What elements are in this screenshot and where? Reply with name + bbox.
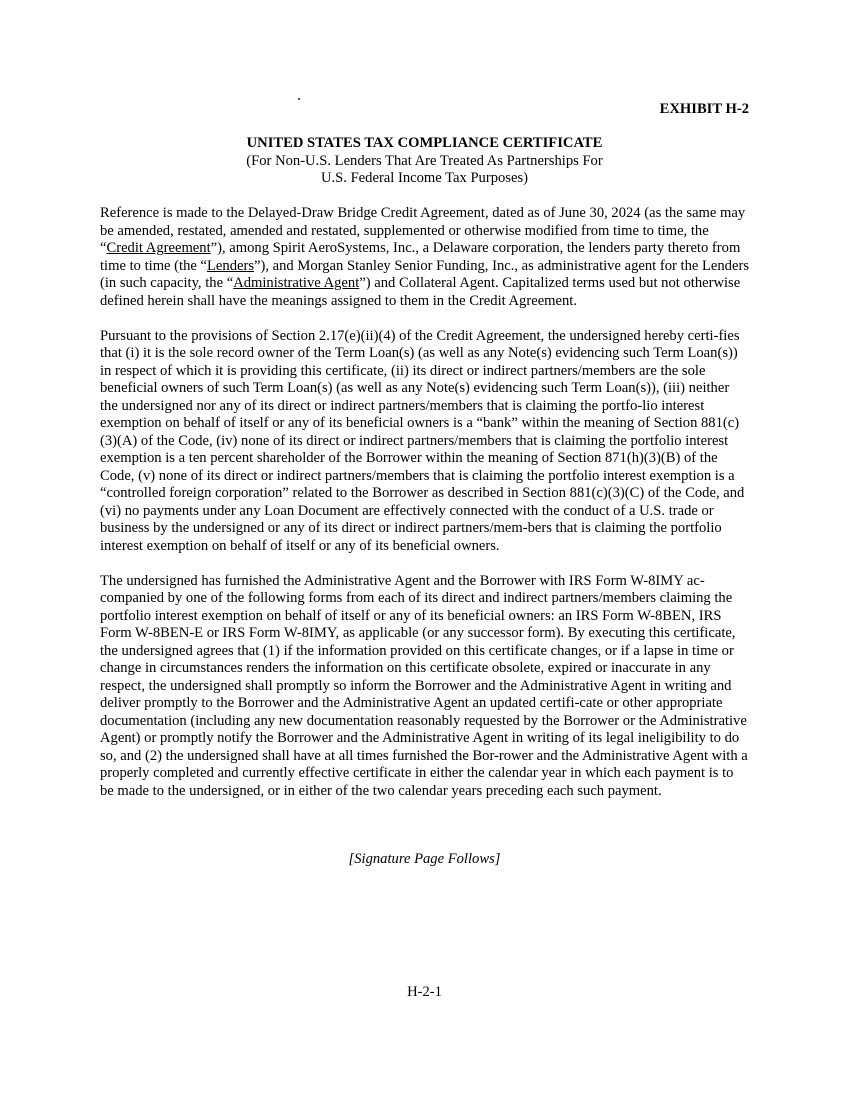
page-number: H-2-1 — [407, 984, 442, 1000]
paragraph1-text-d: ”) and Collateral Agent. Capitalized terms used but not otherwise defined herein shall have the meanings assigned to them in the Credit Agreement. — [100, 275, 741, 309]
paragraph1-text-b: ”), among Spirit AeroSystems, Inc., a Delaware corporation, the lenders party thereto from time to time (the “ — [100, 240, 741, 274]
certification-paragraph: Pursuant to the provisions of Section 2.17(e)(ii)(4) of the Credit Agreement, the undersigned hereby certi-fies that (i) it is the sole record owner of the Term Loan(s) (as well as any Note(s) evidencing such Term Loan(s)) in respect of which it is providing this certificate, (ii) its direct or indirect partners/members are the sole beneficial owners of such Term Loan(s) (as well as any Note(s) evidencing such Term Loan(s)), (iii) neither the undersigned nor any of its direct or indirect partners/members that is claiming the portfo-lio interest exemption on behalf of itself or any of its beneficial owners is a “bank” within the meaning of Section 881(c)(3)(A) of the Code, (iv) none of its direct or indirect partners/members that is claiming the portfolio interest exemption is a ten percent shareholder of the Borrower within the meaning of Section 871(h)(3)(B) of the Code, (v) none of its direct or indirect partners/members that is claiming the portfolio interest exemption is a “controlled foreign corporation” related to the Borrower as described in Section 881(c)(3)(C) of the Code, and (vi) no payments under any Loan Document are effectively connected with the conduct of a U.S. trade or business by the undersigned or any of its direct or indirect partners/mem-bers that is claiming the portfolio interest exemption on behalf of itself or any of its beneficial owners. — [100, 327, 745, 554]
furnished-forms-paragraph: The undersigned has furnished the Administrative Agent and the Borrower with IRS Form W-8IMY ac-companied by one of the following forms from each of its direct and indirect partners/members claiming the portfolio interest exemption on behalf of itself or any of its beneficial owners: an IRS Form W-8BEN, IRS Form W-8BEN-E or IRS Form W-8IMY, as applicable (or any successor form). By executing this certificate, the undersigned agrees that (1) if the information provided on this certificate changes, or if a lapse in time or change in circumstances renders the information on this certificate obsolete, expired or inaccurate in any respect, the undersigned shall promptly so inform the Borrower and the Administrative Agent in writing and deliver promptly to the Borrower and the Administrative Agent an updated certifi-cate or other appropriate documentation (including any new documentation reasonably requested by the Borrower or the Administrative Agent) or promptly notify the Borrower and the Administrative Agent in writing of its legal ineligibility to do so, and (2) the undersigned shall have at all times furnished the Bor-rower and the Administrative Agent with a properly completed and currently effective certificate in either the calendar year in which each payment is to be made to the undersigned, or in either of the two calendar years preceding each such payment. — [100, 572, 748, 799]
defined-term-lenders: Lenders — [207, 257, 255, 274]
defined-term-administrative-agent: Administrative Agent — [233, 275, 360, 291]
defined-term-credit-agreement: Credit Agreement — [106, 240, 211, 256]
paragraph1-text-a: Reference is made to the Delayed-Draw Bridge Credit Agreement, dated as of June 30, 2024 (as the same may be amended, restated, amended and restated, supplemented or otherwise modified from time to time, the “ — [100, 205, 746, 256]
signature-page-note: [Signature Page Follows] — [348, 851, 501, 867]
reference-paragraph — [100, 205, 749, 310]
document-subtitle-line2: U.S. Federal Income Tax Purposes) — [320, 170, 529, 186]
exhibit-label: EXHIBIT H-2 — [659, 101, 749, 117]
document-body — [100, 205, 749, 818]
paragraph1-text-c: ”), and Morgan Stanley Senior Funding, Inc., as administrative agent for the Lenders (in such capacity, the “ — [100, 257, 749, 291]
title-block — [100, 135, 749, 188]
document-title: UNITED STATES TAX COMPLIANCE CERTIFICATE — [246, 135, 603, 151]
document-subtitle-line1: (For Non-U.S. Lenders That Are Treated As Partnerships For — [246, 152, 603, 169]
stray-dot — [298, 98, 300, 100]
